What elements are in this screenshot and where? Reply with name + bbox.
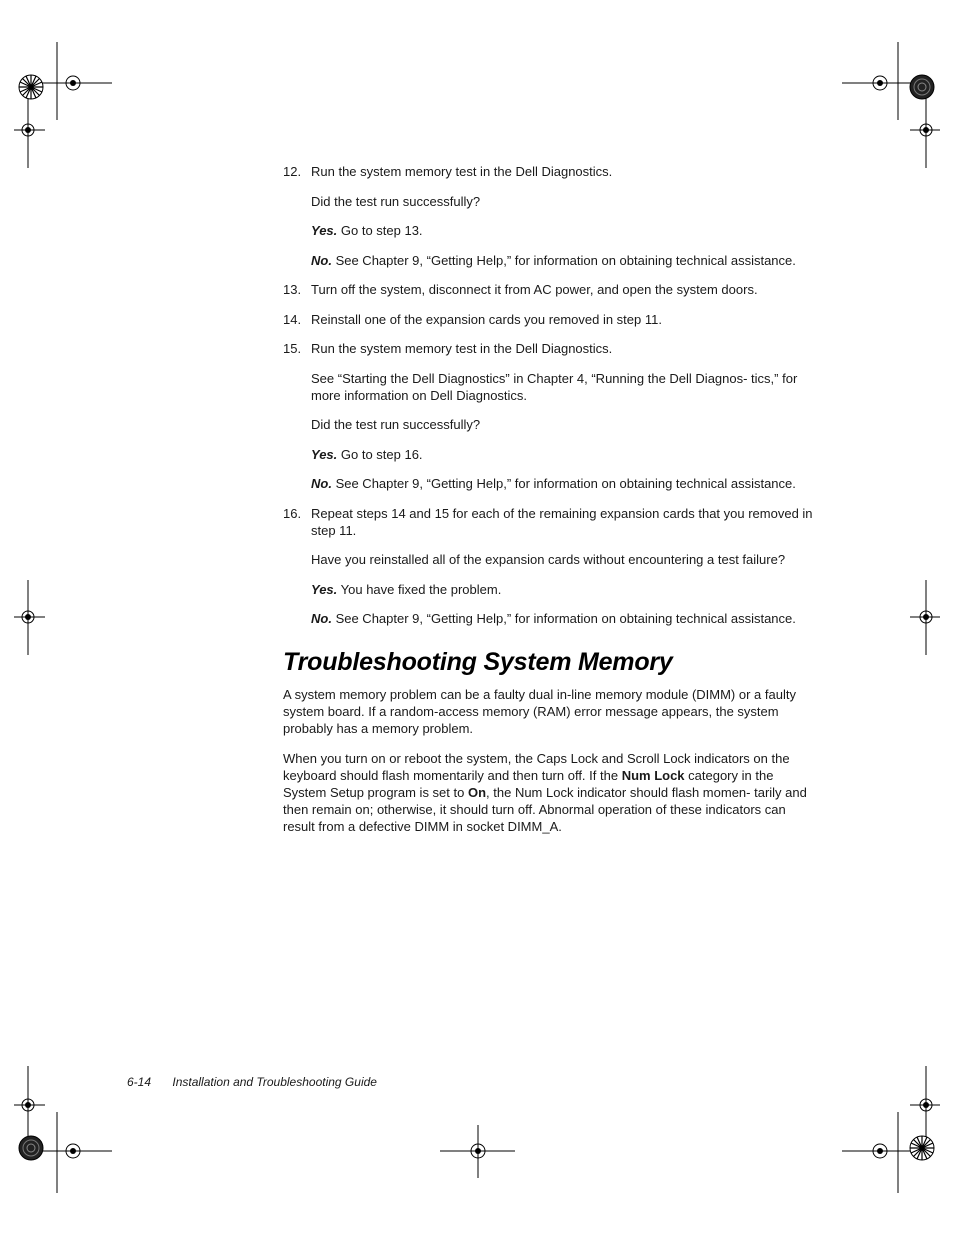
step-15-yes	[283, 446, 818, 463]
step-15-see: See “Starting the Dell Diagnostics” in Chapter 4, “Running the Dell Diagnos- tics,” for more information on Dell Diagnostics.	[311, 370, 798, 403]
on-term: On	[467, 784, 487, 800]
step-text: Reinstall one of the expansion cards you removed in step 11.	[311, 311, 662, 327]
no-label: No.	[311, 611, 332, 626]
guide-title: Installation and Troubleshooting Guide	[172, 1075, 377, 1089]
step-14	[283, 311, 818, 328]
step-12-question: Did the test run successfully?	[311, 193, 481, 209]
step-number: 15.	[283, 341, 302, 356]
yes-label: Yes.	[311, 446, 338, 462]
step-16-question: Have you reinstalled all of the expansion cards without encountering a test failure?	[311, 552, 786, 567]
step-number: 12.	[283, 164, 302, 179]
no-text: See Chapter 9, “Getting Help,” for information on obtaining technical assistance.	[331, 476, 796, 491]
step-text: Run the system memory test in the Dell Diagnostics.	[311, 164, 613, 179]
step-12-no	[283, 252, 818, 269]
yes-text: Go to step 16.	[337, 446, 423, 462]
step-12-yes	[283, 222, 818, 239]
section-paragraph-1: A system memory problem can be a faulty dual in-line memory module (DIMM) or a faulty system board. If a random-access memory (RAM) error message appears, the system probably has a memory problem.	[283, 687, 796, 736]
para2-text-e: , the Num Lock indicator should flash momen- tarily and then remain on; otherwise, it should turn off. Abnormal operation of these indicators can result from a defective DIMM in socket DIMM_A.	[283, 784, 807, 834]
para2-text-a: When you turn on or reboot the system, the Caps Lock and Scroll Lock indicators on the keyboard should flash momentarily and then turn off. If the	[283, 750, 790, 783]
page-content	[283, 163, 818, 847]
step-15-question: Did the test run successfully?	[311, 417, 481, 432]
step-text: Run the system memory test in the Dell Diagnostics.	[311, 341, 613, 356]
yes-label: Yes.	[311, 223, 338, 238]
no-label: No.	[311, 252, 332, 268]
page-footer	[127, 1075, 377, 1089]
step-text: Repeat steps 14 and 15 for each of the remaining expansion cards that you removed in step 11.	[311, 505, 813, 538]
para2-text-c: category in the System Setup program is set to	[283, 767, 774, 800]
step-text: Turn off the system, disconnect it from AC power, and open the system doors.	[311, 282, 758, 297]
yes-text: Go to step 13.	[337, 223, 423, 238]
section-heading: Troubleshooting System Memory	[283, 648, 673, 676]
num-lock-term: Num Lock	[621, 767, 685, 783]
yes-label: Yes.	[311, 581, 338, 597]
step-number: 16.	[283, 505, 302, 521]
step-16-yes	[283, 581, 818, 598]
step-number: 14.	[283, 311, 302, 327]
no-text: See Chapter 9, “Getting Help,” for information on obtaining technical assistance.	[331, 611, 796, 626]
yes-text: You have fixed the problem.	[337, 581, 502, 597]
step-13	[283, 281, 818, 298]
step-16	[283, 505, 818, 539]
page-number: 6-14	[127, 1075, 152, 1089]
step-16-no	[283, 610, 818, 627]
step-15-no	[283, 475, 818, 492]
no-text: See Chapter 9, “Getting Help,” for information on obtaining technical assistance.	[331, 252, 796, 268]
no-label: No.	[311, 476, 332, 491]
section-paragraph-2	[283, 750, 818, 835]
step-15	[283, 340, 818, 357]
step-12	[283, 163, 818, 180]
step-number: 13.	[283, 282, 302, 297]
